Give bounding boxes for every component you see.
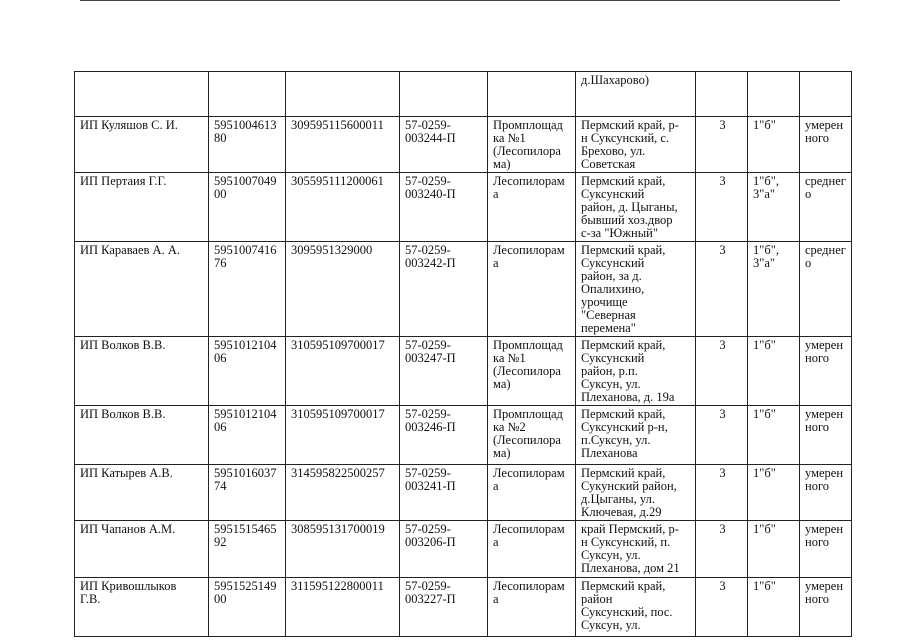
cell-code	[748, 173, 800, 242]
cell-inn-text: 5951004613 80	[214, 118, 277, 145]
cell-ogrn	[286, 117, 400, 173]
cell-inn	[209, 521, 286, 578]
cell-reg-number-text: 57-0259- 003240-П	[405, 174, 456, 201]
cell-inn-text: 5951007049 00	[214, 174, 277, 201]
cell-object	[488, 117, 576, 173]
cell-reg-number	[400, 578, 488, 637]
cell-object	[488, 521, 576, 578]
cell-inn	[209, 578, 286, 637]
cell-code-text: 1"б", 3"а"	[753, 174, 779, 201]
cell-address	[576, 337, 696, 406]
cell-reg-number-text: 57-0259- 003242-П	[405, 243, 456, 270]
cell-object	[488, 578, 576, 637]
cell-reg-number-text: 57-0259- 003206-П	[405, 522, 456, 549]
cell-inn-text: 5951012104 06	[214, 407, 277, 434]
cell-owner-text: ИП Катырев А.В.	[80, 466, 173, 480]
cell-owner	[75, 465, 209, 521]
cell-owner-text: ИП Караваев А. А.	[80, 243, 180, 257]
cell-address	[576, 465, 696, 521]
cell-category-text: 3	[719, 174, 726, 188]
cell-object	[488, 173, 576, 242]
cell-code	[748, 117, 800, 173]
cell-level-text: среднего	[805, 174, 846, 201]
cell-inn	[209, 72, 286, 117]
cell-ogrn	[286, 406, 400, 465]
cell-code-text: 1"б"	[753, 338, 776, 352]
cell-level-text: среднего	[805, 243, 846, 270]
cell-address-text: Пермский край, Сукунский район, д.Цыганы, ул. Ключевая, д.29	[581, 466, 677, 519]
cell-category	[696, 72, 748, 117]
registry-table	[74, 71, 852, 637]
table-row	[75, 242, 852, 337]
cell-object-text: Промплощад ка №2 (Лесопилора ма)	[493, 407, 563, 460]
cell-address-text: Пермский край, район Суксунский, пос. Суксун, ул.	[581, 579, 673, 632]
cell-address	[576, 406, 696, 465]
cell-level	[800, 521, 852, 578]
cell-category-text: 3	[719, 118, 726, 132]
cell-code	[748, 242, 800, 337]
cell-address	[576, 578, 696, 637]
cell-category-text: 3	[719, 579, 726, 593]
cell-code-text: 1"б"	[753, 118, 776, 132]
cell-address-text: Пермский край, р- н Суксунский, с. Брехово, ул. Советская	[581, 118, 679, 171]
cell-owner	[75, 72, 209, 117]
cell-object-text: Лесопилорам а	[493, 522, 565, 549]
cell-object	[488, 406, 576, 465]
cell-level	[800, 406, 852, 465]
continued-address-text: д.Шахарово)	[581, 73, 650, 87]
cell-code-text: 1"б"	[753, 466, 776, 480]
cell-address-text: край Пермский, р- н Суксунский, п. Суксун, ул. Плеханова, дом 21	[581, 522, 680, 575]
table-row	[75, 406, 852, 465]
cell-code	[748, 406, 800, 465]
cell-category	[696, 337, 748, 406]
cell-category	[696, 117, 748, 173]
cell-address	[576, 242, 696, 337]
cell-reg-number	[400, 521, 488, 578]
cell-reg-number	[400, 72, 488, 117]
table-row	[75, 173, 852, 242]
cell-ogrn	[286, 242, 400, 337]
cell-reg-number	[400, 465, 488, 521]
cell-level-text: умеренного	[805, 407, 844, 434]
cell-address	[576, 72, 696, 117]
cell-owner-text: ИП Пертаия Г.Г.	[80, 174, 167, 188]
cell-object-text: Лесопилорам а	[493, 579, 565, 606]
table-row	[75, 117, 852, 173]
cell-inn	[209, 242, 286, 337]
cell-inn	[209, 117, 286, 173]
cell-ogrn	[286, 173, 400, 242]
cell-ogrn	[286, 72, 400, 117]
cell-ogrn	[286, 337, 400, 406]
cell-object-text: Лесопилорам а	[493, 466, 565, 493]
cell-reg-number-text: 57-0259- 003247-П	[405, 338, 456, 365]
cell-inn	[209, 337, 286, 406]
cell-owner-text: ИП Кривошлыков Г.В.	[80, 579, 177, 606]
cell-level-text: умеренного	[805, 522, 844, 549]
cell-level	[800, 72, 852, 117]
cell-owner-text: ИП Чапанов А.М.	[80, 522, 176, 536]
cell-inn-text: 5951007416 76	[214, 243, 277, 270]
cell-object-text: Промплощад ка №1 (Лесопилора ма)	[493, 338, 563, 391]
cell-inn-text: 5951012104 06	[214, 338, 277, 365]
cell-reg-number	[400, 337, 488, 406]
cell-reg-number-text: 57-0259- 003244-П	[405, 118, 456, 145]
cell-reg-number	[400, 117, 488, 173]
cell-inn-text: 5951515465 92	[214, 522, 277, 549]
cell-code-text: 1"б"	[753, 579, 776, 593]
cell-code-text: 1"б"	[753, 407, 776, 421]
table-row	[75, 465, 852, 521]
cell-code	[748, 521, 800, 578]
cell-category	[696, 521, 748, 578]
cell-category-text: 3	[719, 466, 726, 480]
cell-object	[488, 337, 576, 406]
cell-address-text: Пермский край, Суксунский район, р.п. Суксун, ул. Плеханова, д. 19а	[581, 338, 675, 404]
cell-ogrn-text: 3095951329000	[291, 243, 373, 257]
cell-reg-number	[400, 173, 488, 242]
cell-address-text: Пермский край, Суксунский р-н, п.Суксун, ул. Плеханова	[581, 407, 668, 460]
cell-category-text: 3	[719, 407, 726, 421]
cell-owner	[75, 337, 209, 406]
cell-level	[800, 578, 852, 637]
cell-inn	[209, 173, 286, 242]
cell-code	[748, 578, 800, 637]
cell-code	[748, 72, 800, 117]
top-border-line	[80, 0, 840, 1]
cell-ogrn-text: 310595109700017	[291, 338, 385, 352]
cell-category-text: 3	[719, 243, 726, 257]
cell-level	[800, 117, 852, 173]
cell-owner	[75, 173, 209, 242]
cell-object-text: Промплощад ка №1 (Лесопилора ма)	[493, 118, 563, 171]
cell-owner-text: ИП Волков В.В.	[80, 407, 166, 421]
cell-reg-number-text: 57-0259- 003241-П	[405, 466, 456, 493]
cell-owner	[75, 406, 209, 465]
cell-code-text: 1"б", 3"а"	[753, 243, 779, 270]
table-row-continued	[75, 72, 852, 117]
cell-level-text: умеренного	[805, 118, 844, 145]
cell-reg-number-text: 57-0259- 003246-П	[405, 407, 456, 434]
cell-ogrn	[286, 578, 400, 637]
cell-category	[696, 173, 748, 242]
cell-address	[576, 521, 696, 578]
cell-code-text: 1"б"	[753, 522, 776, 536]
cell-address-text: Пермский край, Суксунский район, д. Цыганы, бывший хоз.двор с-за "Южный"	[581, 174, 678, 240]
table-row	[75, 521, 852, 578]
table-row	[75, 578, 852, 637]
cell-ogrn-text: 310595109700017	[291, 407, 385, 421]
cell-level	[800, 173, 852, 242]
cell-reg-number-text: 57-0259- 003227-П	[405, 579, 456, 606]
cell-inn	[209, 465, 286, 521]
cell-level	[800, 242, 852, 337]
cell-category	[696, 406, 748, 465]
cell-code	[748, 337, 800, 406]
cell-address-text: Пермский край, Суксунский район, за д. Опалихино, урочище "Северная перемена"	[581, 243, 666, 335]
cell-level	[800, 465, 852, 521]
cell-ogrn-text: 311595122800011	[291, 579, 384, 593]
cell-owner	[75, 117, 209, 173]
cell-level-text: умеренного	[805, 466, 844, 493]
cell-category	[696, 242, 748, 337]
cell-category	[696, 465, 748, 521]
cell-object	[488, 72, 576, 117]
cell-inn-text: 5951016037 74	[214, 466, 277, 493]
cell-object	[488, 242, 576, 337]
cell-inn-text: 5951525149 00	[214, 579, 277, 606]
cell-code	[748, 465, 800, 521]
cell-address	[576, 173, 696, 242]
cell-level-text: умеренного	[805, 579, 844, 606]
cell-category-text: 3	[719, 522, 726, 536]
cell-category-text: 3	[719, 338, 726, 352]
cell-ogrn	[286, 465, 400, 521]
cell-owner-text: ИП Куляшов С. И.	[80, 118, 178, 132]
cell-ogrn-text: 309595115600011	[291, 118, 384, 132]
cell-reg-number	[400, 242, 488, 337]
cell-object-text: Лесопилорам а	[493, 174, 565, 201]
cell-owner-text: ИП Волков В.В.	[80, 338, 166, 352]
cell-address	[576, 117, 696, 173]
cell-owner	[75, 578, 209, 637]
cell-ogrn	[286, 521, 400, 578]
cell-ogrn-text: 308595131700019	[291, 522, 385, 536]
table-row	[75, 337, 852, 406]
cell-category	[696, 578, 748, 637]
cell-inn	[209, 406, 286, 465]
cell-owner	[75, 242, 209, 337]
cell-reg-number	[400, 406, 488, 465]
cell-level-text: умеренного	[805, 338, 844, 365]
cell-owner	[75, 521, 209, 578]
cell-object-text: Лесопилорам а	[493, 243, 565, 270]
cell-ogrn-text: 314595822500257	[291, 466, 385, 480]
cell-ogrn-text: 305595111200061	[291, 174, 384, 188]
cell-level	[800, 337, 852, 406]
cell-object	[488, 465, 576, 521]
